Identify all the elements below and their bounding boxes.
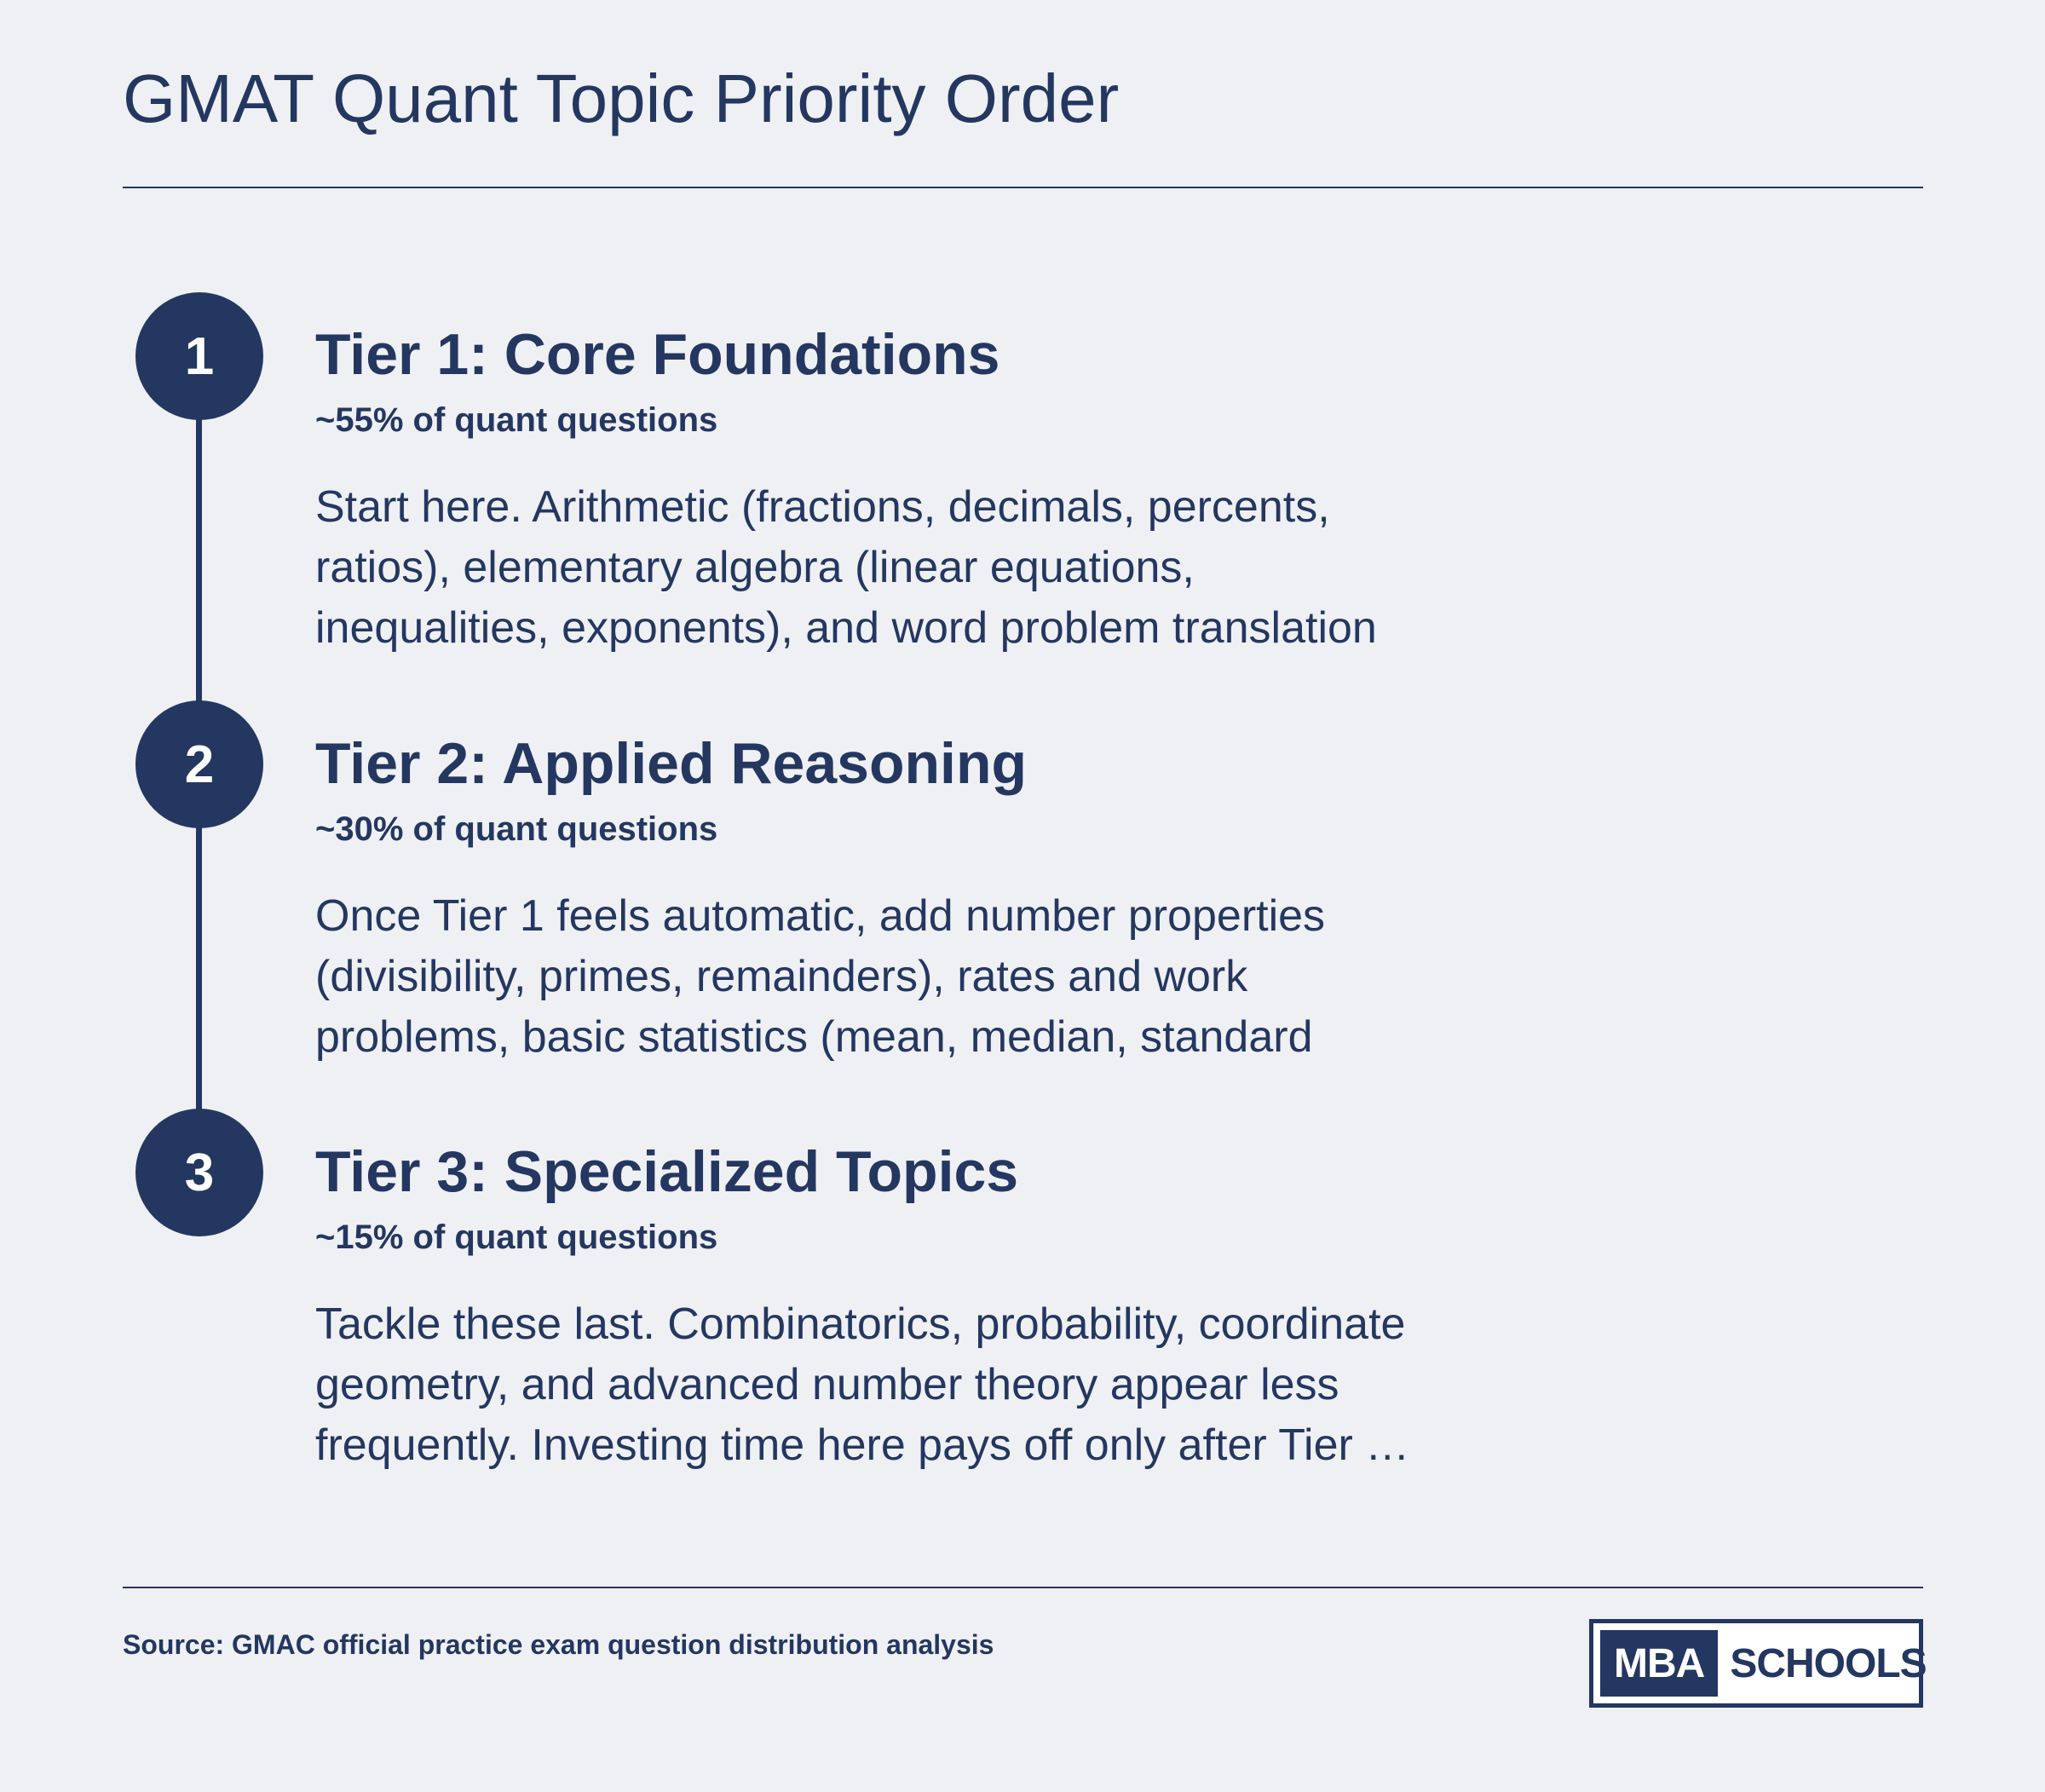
tier-number-badge-3 xyxy=(135,1109,263,1236)
tier-number-badge-1 xyxy=(135,292,263,420)
logo-schools-wordmark: SCHOOLS xyxy=(1730,1640,1927,1686)
mba-schools-logo xyxy=(1589,1619,1927,1708)
page-title: GMAT Quant Topic Priority Order xyxy=(123,61,1120,136)
tier-number-3: 3 xyxy=(184,1143,215,1202)
tier-title-3: Tier 3: Specialized Topics xyxy=(315,1139,1019,1204)
tier-number-badge-2 xyxy=(135,700,263,828)
logo-mba-mark: MBA xyxy=(1600,1630,1718,1697)
tier-description-1: Start here. Arithmetic (fractions, decimals, percents, ratios), elementary algebra (linear equations, inequalities, exponents), and word problem translation xyxy=(315,482,1377,653)
tier-block-2 xyxy=(315,728,1593,1068)
tier-share-2: ~30% of quant questions xyxy=(315,810,718,848)
tier-number-2: 2 xyxy=(184,735,215,794)
footer-divider xyxy=(123,1587,1923,1588)
tier-number-1: 1 xyxy=(184,326,215,386)
source-note: Source: GMAC official practice exam question distribution analysis xyxy=(123,1629,994,1660)
tier-share-1: ~55% of quant questions xyxy=(315,401,718,439)
timeline-connector-2-3 xyxy=(196,810,202,1116)
tier-share-3: ~15% of quant questions xyxy=(315,1219,718,1256)
tier-title-1: Tier 1: Core Foundations xyxy=(315,322,1000,387)
timeline-connector-1-2 xyxy=(196,400,202,707)
tier-title-2: Tier 2: Applied Reasoning xyxy=(315,731,1028,796)
title-divider xyxy=(123,187,1923,188)
tier-block-1 xyxy=(315,319,1593,659)
tier-block-3 xyxy=(315,1136,1593,1476)
tier-description-2: Once Tier 1 feels automatic, add number properties (divisibility, primes, remainders), rates and work problems, basic statistics (mean, median, standard xyxy=(315,891,1326,1062)
tier-description-3: Tackle these last. Combinatorics, probability, coordinate geometry, and advanced number theory appear less frequently. Investing time here pays off only after Tier … xyxy=(315,1299,1410,1470)
